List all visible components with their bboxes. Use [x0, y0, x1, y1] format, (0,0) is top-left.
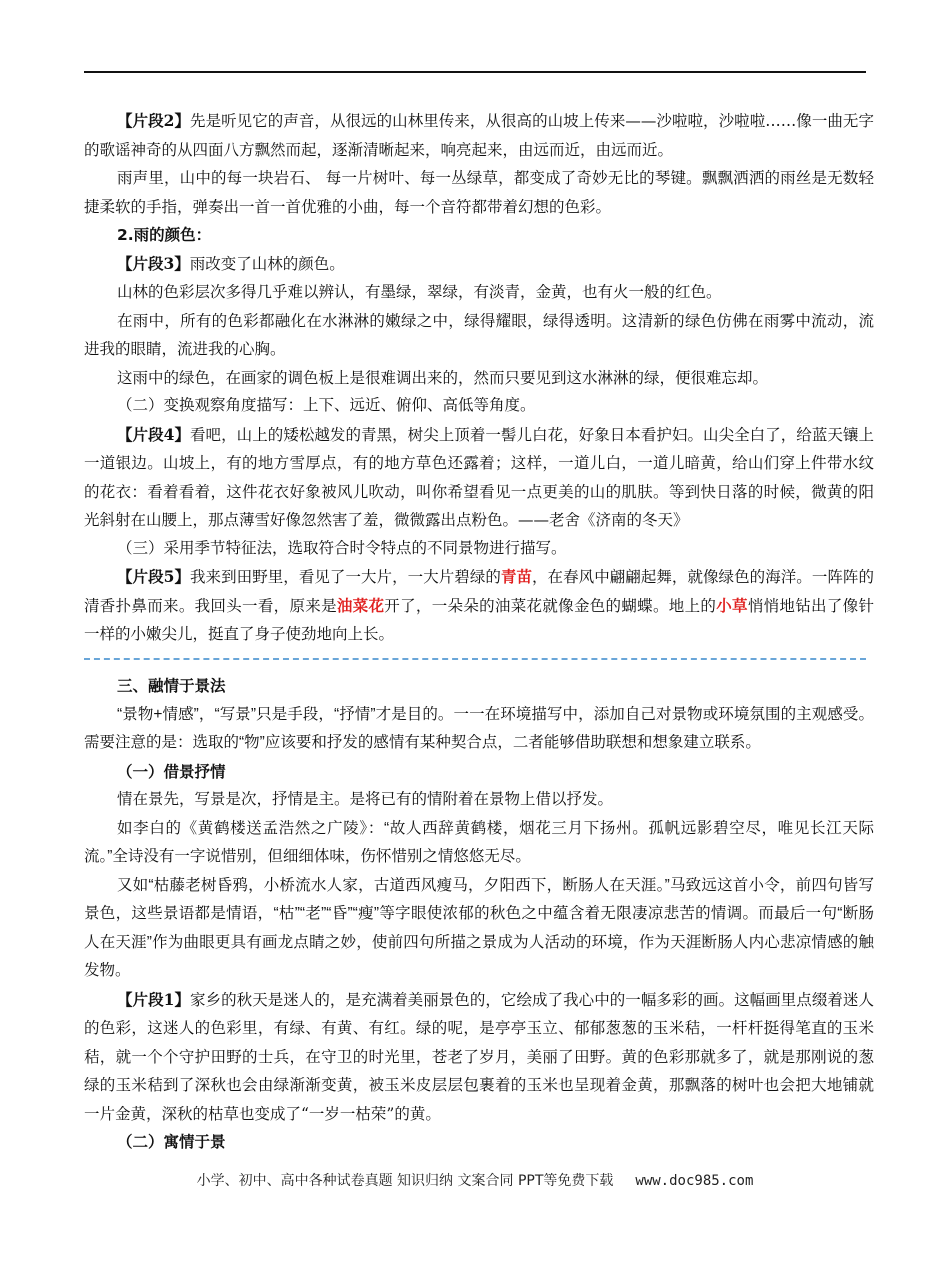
fragment-2 — [84, 107, 874, 164]
fragment-5-text-d: 悄悄地钻出了像针一样的小嫩尖儿，挺直了身子使劲地向上长。 — [84, 596, 874, 643]
fragment-5-text-b: ，在春风中翩翩起舞，就像绿色的海洋。一阵阵的清香扑鼻而来。我回头一看，原来是 — [84, 568, 874, 615]
fragment-3-tag: 【片段3】 — [117, 253, 190, 273]
fragment-5-text-c: 开了，一朵朵的油菜花就像金色的蝴蝶。地上的 — [384, 596, 717, 615]
highlight-qingmiao: 青苗 — [500, 567, 533, 586]
subheading-borrow-scenery: （一）借景抒情 — [117, 762, 226, 781]
fragment-5-tag: 【片段5】 — [117, 567, 191, 586]
color-paragraph-1: 山林的色彩层次多得几乎难以辨认，有墨绿，翠绿，有淡青，金黄，也有火一般的红色。 — [117, 283, 722, 301]
libai-example: 如李白的《黄鹤楼送孟浩然之广陵》：“故人西辞黄鹤楼，烟花三月下扬州。孤帆远影碧空尽，唯见长江天际流。”全诗没有一字说惜别，但细细体味，伤怀惜别之情悠悠无尽。 — [84, 819, 874, 865]
fragment-5-text-a: 我来到田野里，看见了一大片，一大片碧绿的 — [190, 568, 501, 586]
section-emotion-in-scenery — [84, 672, 874, 1157]
fragment-1-text: 家乡的秋天是迷人的，是充满着美丽景色的，它绘成了我心中的一幅多彩的画。这幅画里点缀着迷人的色彩，这迷人的色彩里，有绿、有黄、有红。绿的呢，是亭亭玉立、郁郁葱葱的玉米秸，一杆杆挺得笔直的玉米秸，就一个个守护田野的士兵，在守卫的时光里，苍老了岁月，美丽了田野。黄的色彩那就多了，就是那刚说的葱绿的玉米秸到了深秋也会由绿渐渐变黄，被玉米皮层层包裹着的玉米也呈现着金黄，那飘落的树叶也会把大地铺就一片金黄，深秋的枯草也变成了“一岁一枯荣”的黄。 — [84, 990, 874, 1123]
fragment-3-text: 雨改变了山林的颜色。 — [189, 254, 345, 273]
section-divider — [84, 658, 866, 660]
footer-url: www.doc985.com — [635, 1173, 754, 1189]
footer-text: 小学、初中、高中各种试卷真题 知识归纳 文案合同 PPT等免费下载 — [196, 1173, 614, 1189]
section-scenery-methods — [84, 107, 874, 649]
header-rule — [84, 71, 866, 73]
fragment-2-text: 先是听见它的声音，从很远的山林里传来，从很高的山坡上传来——沙啦啦，沙啦啦……像一曲无字的歌谣神奇的从四面八方飘然而起，逐渐清晰起来，响亮起来，由远而近，由远而近。 — [84, 112, 874, 159]
method-3-heading: （三）采用季节特征法，选取符合时令特点的不同景物进行描写。 — [117, 539, 567, 557]
fragment-3 — [84, 250, 874, 279]
fragment-2-tag: 【片段2】 — [117, 111, 191, 130]
borrow-scenery-definition: 情在景先，写景是次，抒情是主。是将已有的情附着在景物上借以抒发。 — [117, 791, 614, 808]
fragment-1-tag: 【片段1】 — [117, 989, 191, 1009]
highlight-youcaihua: 油菜花 — [336, 595, 385, 615]
highlight-xiaocao: 小草 — [716, 595, 748, 615]
rain-sound-paragraph: 雨声里，山中的每一块岩石、 每一片树叶、每一丛绿草，都变成了奇妙无比的琴键。飘飘洒洒的雨丝是无数轻捷柔软的手指，弹奏出一首一首优雅的小曲，每一个音符都带着幻想的色彩。 — [84, 169, 874, 216]
section-3-intro: “景物+情感”，“写景”只是手段，“抒情”才是目的。一一在环境描写中，添加自己对景物或环境氛围的主观感受。需要注意的是：选取的“物”应该要和抒发的感情有某种契合点，二者能够借助联想和想象建立联系。 — [84, 705, 874, 751]
subheading-emotion-in-scenery: （二）寓情于景 — [117, 1133, 226, 1151]
page-footer — [0, 1170, 950, 1190]
fragment-4-tag: 【片段4】 — [117, 424, 191, 444]
fragment-5 — [84, 563, 874, 649]
color-paragraph-2: 在雨中，所有的色彩都融化在水淋淋的嫩绿之中，绿得耀眼，绿得透明。这清新的绿色仿佛在雨雾中流动，流进我的眼睛，流进我的心胸。 — [84, 311, 874, 358]
mazhiyuan-example: 又如“枯藤老树昏鸦，小桥流水人家，古道西风瘦马，夕阳西下，断肠人在天涯。”马致远这首小令，前四句皆写景色，这些景语都是情语，“枯”“老”“昏”“瘦”等字眼使浓郁的秋色之中蕴含着无限凄凉悲苦的情调。而最后一句“断肠人在天涯”作为曲眼更具有画龙点睛之妙，使前四句所描之景成为人活动的环境，作为天涯断肠人内心悲凉情感的触发物。 — [84, 876, 874, 979]
fragment-4-text: 看吧，山上的矮松越发的青黑，树尖上顶着一髻儿白花，好象日本看护妇。山尖全白了，给蓝天镶上一道银边。山坡上，有的地方雪厚点，有的地方草色还露着；这样，一道儿白，一道儿暗黄，给山们穿上件带水纹的花衣：看着看着，这件花衣好象被风儿吹动，叫你希望看见一点更美的山的肌肤。等到快日落的时候，微黄的阳光斜射在山腰上，那点薄雪好像忽然害了羞，微微露出点粉色。——老舍《济南的冬天》 — [84, 425, 874, 529]
fragment-1 — [84, 986, 874, 1129]
method-2-heading: （二）变换观察角度描写：上下、远近、俯仰、高低等角度。 — [117, 397, 536, 414]
color-paragraph-3: 这雨中的绿色，在画家的调色板上是很难调出来的，然而只要见到这水淋淋的绿，便很难忘却。 — [117, 368, 769, 387]
fragment-4 — [84, 421, 874, 535]
heading-rain-color: 2.雨的颜色： — [117, 226, 212, 244]
section-3-heading: 三、融情于景法 — [117, 677, 226, 695]
